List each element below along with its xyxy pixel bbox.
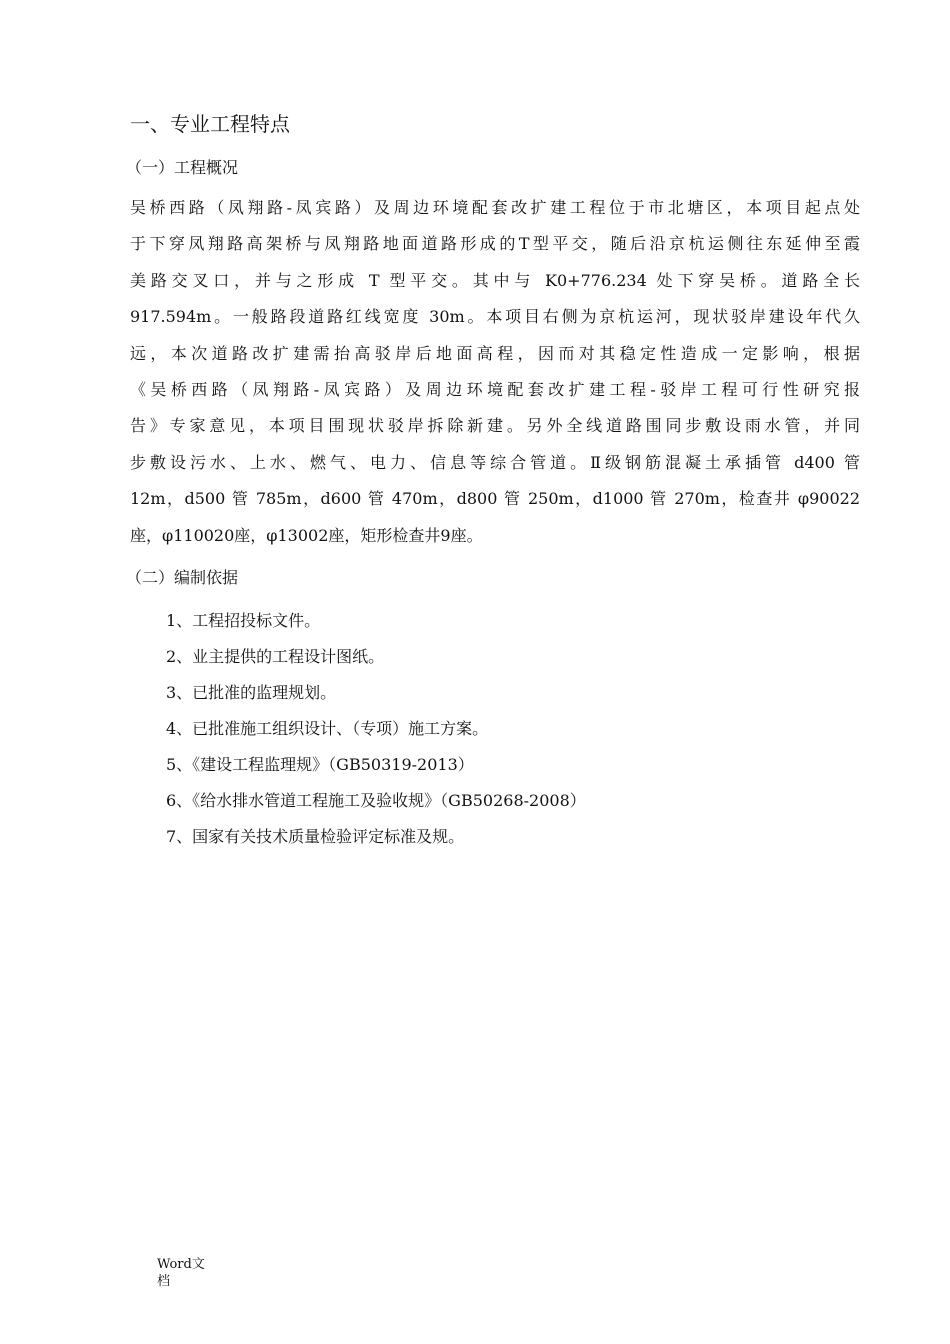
- basis-heading: （二）编制依据: [126, 568, 239, 587]
- overview-heading: （一）工程概况: [126, 158, 239, 177]
- paragraph-line: 美路交叉口，并与之形成 T 型平交。其中与 K0+776.234 处下穿吴桥。道路全长: [130, 270, 860, 290]
- section-title: 一、专业工程特点: [130, 112, 290, 136]
- paragraph-line: 吴桥西路（凤翔路-凤宾路）及周边环境配套改扩建工程位于市北塘区，本项目起点处: [130, 198, 860, 217]
- paragraph-line: 步敷设污水、上水、燃气、电力、信息等综合管道。Ⅱ级钢筋混凝土承插管 d400 管: [130, 452, 860, 472]
- list-item: 1、工程招投标文件。: [166, 611, 321, 630]
- paragraph-line: 座，φ110020座，φ13002座，矩形检查井9座。: [130, 525, 483, 545]
- overview-paragraph: [130, 190, 860, 554]
- paragraph-line: 告》专家意见，本项目围现状驳岸拆除新建。另外全线道路围同步敷设雨水管，并同: [130, 416, 860, 436]
- list-item: 2、业主提供的工程设计图纸。: [166, 647, 385, 666]
- paragraph-line: 917.594m。一般路段道路红线宽度 30m。本项目右侧为京杭运河，现状驳岸建设年代久: [130, 307, 860, 327]
- list-item: 7、国家有关技术质量检验评定标准及规。: [166, 827, 465, 846]
- paragraph-line: 《吴桥西路（凤翔路-凤宾路）及周边环境配套改扩建工程-驳岸工程可行性研究报: [130, 379, 860, 399]
- basis-list: [166, 603, 586, 855]
- paragraph-line: 12m，d500 管 785m，d600 管 470m，d800 管 250m，d1000 管 270m，检查井 φ90022: [130, 489, 860, 509]
- list-item: 5、《建设工程监理规》（GB50319-2013）: [166, 755, 474, 774]
- paragraph-line: 远，本次道路改扩建需抬高驳岸后地面高程，因而对其稳定性造成一定影响，根据: [130, 343, 860, 363]
- list-item: 3、已批准的监理规划。: [166, 683, 337, 702]
- list-item: 6、《给水排水管道工程施工及验收规》（GB50268-2008）: [166, 791, 586, 810]
- footer-label: Word文档: [157, 1257, 205, 1289]
- list-item: 4、已批准施工组织设计、（专项）施工方案。: [166, 719, 489, 738]
- paragraph-line: 于下穿凤翔路高架桥与凤翔路地面道路形成的T型平交，随后沿京杭运侧往东延伸至霞: [130, 234, 860, 254]
